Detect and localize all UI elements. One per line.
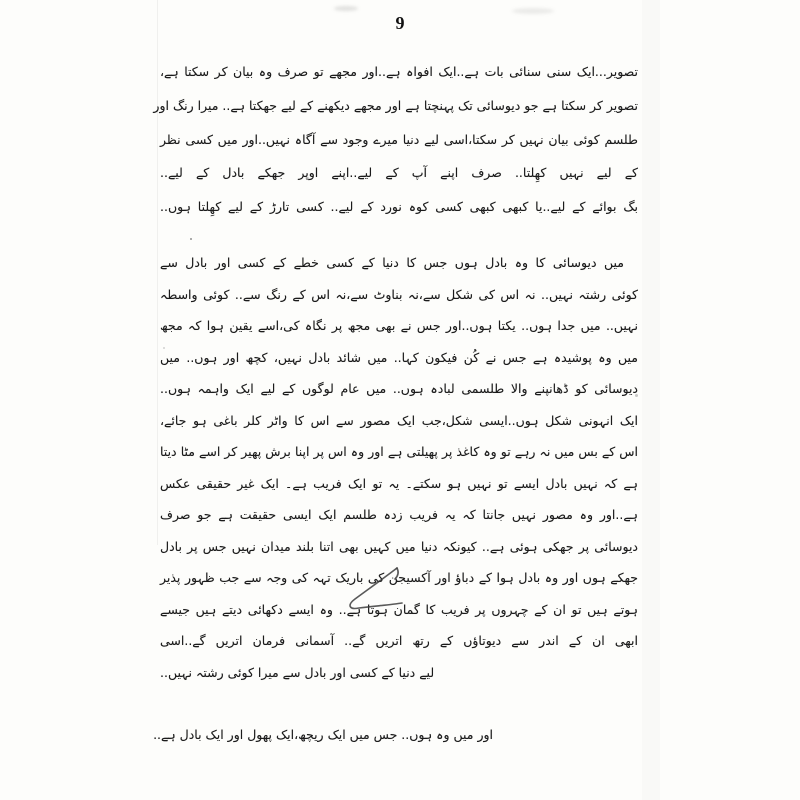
text-line: ہے..اور وہ مصور نہیں جانتا کہ یہ فریب زدہ طلسم ایک ایسی حقیقت ہے جو صرف xyxy=(160,507,638,522)
text-line: نہیں.. میں جدا ہوں.. یکتا ہوں..اور جس نے بھی مجھ پر نگاہ کی،اسے یقین ہوا کہ مجھ xyxy=(160,318,638,333)
text-line: تصویر کر سکتا ہے جو دیوسائی تک پہنچتا ہے اور مجھے دیکھنے کے لیے جھکتا ہے.. میرا رنگ اور xyxy=(153,97,638,113)
text-line: جھکے ہوں اور وہ بادل ہوا کے دباؤ اور آکسیجن کی باریک تہہ کی وجہ سے جب ظہور پذیر xyxy=(160,570,638,585)
text-line: طلسم کوئی بیان نہیں کر سکتا،اسی لیے دنیا میرے وجود سے آگاہ نہیں..اور میں کسی نظر xyxy=(160,131,638,147)
text-line: ہے کہ نہیں بادل ایسے تو نہیں ہو سکتے۔ یہ تو ایک فریب ہے۔ ایک غیر حقیقی عکس xyxy=(160,475,638,491)
paragraph-3-closing xyxy=(153,719,638,751)
scan-edge-line xyxy=(157,0,158,545)
text-line: دیوسائی پر جھکی ہوئی ہے.. کیونکہ دنیا میں کہیں بھی اتنا بلند میدان نہیں جس پر بادل xyxy=(160,538,638,554)
text-line: ایک انہونی شکل ہوں..ایسی شکل،جب ایک مصور سے اس کا واٹر کلر باغی ہو جائے، xyxy=(160,412,638,428)
text-line: ہوتے ہیں تو ان کے چہروں پر فریب کا گمان ہوتا ہے.. وہ ایسے دکھائی دیتے ہیں جیسے xyxy=(160,601,638,617)
text-line: کوئی رشتہ نہیں.. نہ اس کی شکل سے،نہ بناوٹ سے،نہ اس کے رنگ سے.. کوئی واسطہ xyxy=(160,286,638,302)
scan-smudge xyxy=(334,6,358,11)
text-line: میں وہ پوشیدہ ہے جس نے کُن فیکون کہا.. میں شائد بادل نہیں، کچھ اور ہوں.. میں xyxy=(160,349,638,365)
text-line: لیے دنیا کے کسی اور بادل سے میرا کوئی رشتہ نہیں.. xyxy=(160,664,435,680)
text-line: اور میں وہ ہوں.. جس میں ایک ریچھ،ایک پھول اور ایک بادل ہے.. xyxy=(153,727,493,742)
page-number: 9 xyxy=(395,13,405,33)
text-line: دیوسائی کو ڈھانپنے والا طلسمی لبادہ ہوں.. میں عام لوگوں کے لیے ایک واہمہ ہوں.. xyxy=(160,381,638,396)
text-line: تصویر...ایک سنی سنائی بات ہے..ایک افواہ ہے..اور مجھے تو صرف وہ بیان کر سکتا ہے، xyxy=(160,64,638,79)
text-line: اس کے بس میں نہ رہے تو وہ کاغذ پر پھیلتی ہے اور وہ اس پر اپنا برش پھیر کر اسے مٹا دیتا xyxy=(160,444,638,459)
text-line: کے لیے نہیں کھِلتا.. صرف اپنے آپ کے لیے..اپنے اوپر جھکے بادل کے لیے.. xyxy=(160,165,638,181)
ink-speck xyxy=(190,238,192,240)
scan-shadow-band xyxy=(642,0,660,800)
text-line: میں دیوسائی کا وہ بادل ہوں جس کا دنیا کے کسی خطے کے کسی اور بادل سے xyxy=(160,255,624,270)
text-line: ابھی ان کے اندر سے دیوتاؤں کے رتھ اتریں گے.. آسمانی فرمان اتریں گے..اسی xyxy=(160,633,638,648)
paragraph-2 xyxy=(160,247,638,688)
text-line: بگ بوائے کے لیے..یا کبھی کبھی کسی کوہ نورد کے لیے.. کسی تارڑ کے لیے کھِلتا ہوں.. xyxy=(160,199,638,215)
paragraph-1 xyxy=(153,55,638,224)
